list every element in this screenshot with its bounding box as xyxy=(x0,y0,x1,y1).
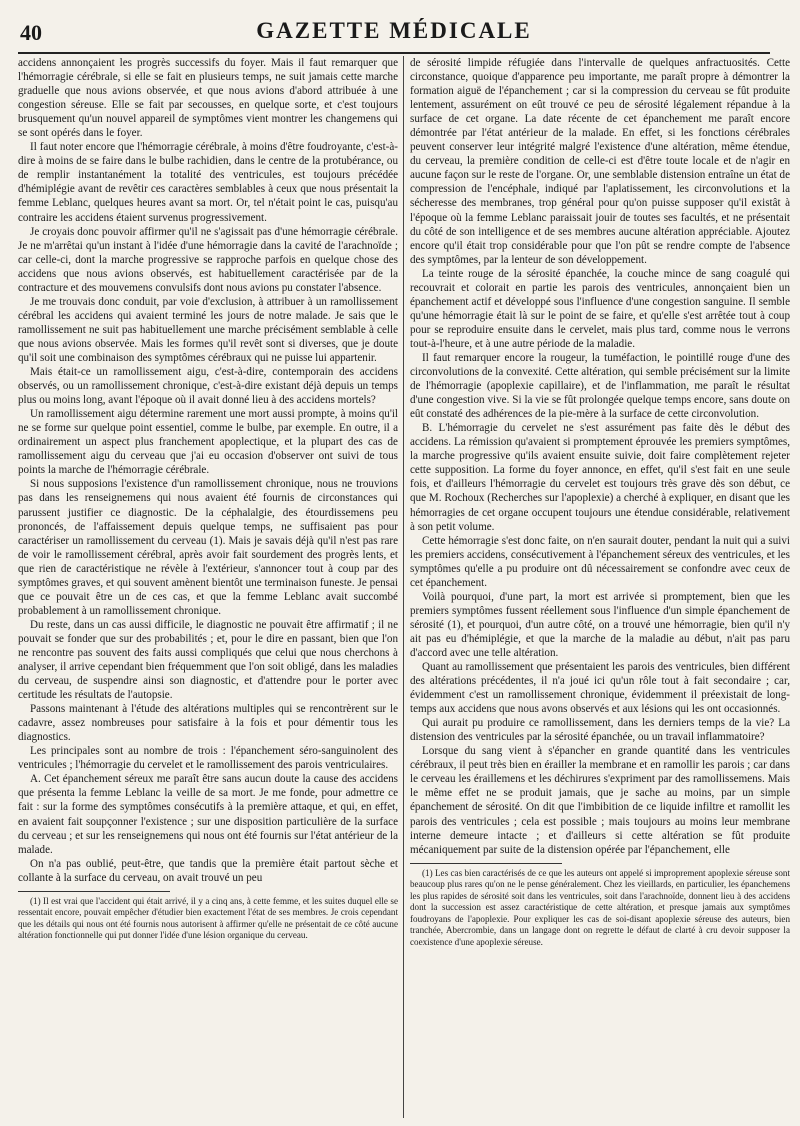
paragraph: de sérosité limpide réfugiée dans l'intervalle de quelques anfractuosités. Cette circonstance, quoique d'apparence peu importante, me paraît propre à démontrer la formation aiguë de l'épanchement ; car si la compression du cerveau se fût produite lentement, assurément on eût trouvé ce peu de sérosité légalement répandue à la surface de cet organe. La date récente de cet épanchement me paraît encore démontrée par l'état antérieur de la malade. En effet, si les fonctions cérébrales peuvent conserver leur intégrité malgré l'existence d'une altération, même étendue, du cerveau, la première condition de celle-ci est d'être toute locale et de n'agir en aucune façon sur le reste de l'organe. Or, une semblable distension entraîne un état de compression de l'encéphale, indiqué par l'aplatissement, les circonvolutions et la sécheresse des membranes, trop général pour qu'on puisse supposer qu'il existât à l'époque où la femme Leblanc paraissait jouir de toutes ses facultés, et ne présentait du côté de son intelligence et de ses membres aucune altération appréciable. Ajoutez encore qu'il était trop considérable pour que l'on pût se rendre compte de l'absence des symptômes, par la lenteur de son développement. xyxy=(410,57,790,266)
paragraph: Il faut remarquer encore la rougeur, la tuméfaction, le pointillé rouge d'une des circonvolutions de la convexité. Cette altération, qui semble précisément sur la limite de l'hémorragie (apoplexie capillaire), et de l'inflammation, me paraît le résultat d'une congestion vive. Si la vie se fût prolongée quelque temps encore, sans doute on eût constaté des adhérences de la pie-mère à la surface de cette circonvolution. xyxy=(410,351,790,421)
footnote-divider xyxy=(18,891,170,892)
paragraph: Mais était-ce un ramollissement aigu, c'est-à-dire, contemporain des accidens observés, ou un ramollissement chronique, c'est-à-dire existant déjà depuis un temps plus ou moins long, avant l'époque où il avait donné lieu à des accidens mortels? xyxy=(18,366,398,407)
paragraph: Je me trouvais donc conduit, par voie d'exclusion, à attribuer à un ramollissement cérébral les accidens qui avaient terminé les jours de notre malade. Je sais que le ramollissement ne suit pas habituellement une marche précisément semblable à celle que nous avions observée. Mais les formes qu'il revêt sont si diverses, que je doute qu'il soit une combinaison des symptômes cérébraux qui ne puisse lui appartenir. xyxy=(18,295,398,364)
paragraph: A. Cet épanchement séreux me paraît être sans aucun doute la cause des accidens que présenta la femme Leblanc la veille de sa mort. Je me fonde, pour admettre ce fait : sur la forme des symptômes consécutifs à la première attaque, et qui, en effet, en avaient fait soupçonner l'existence ; sur une disposition particulière de la surface du cerveau ; et sur les renseignemens qui nous ont été fournis sur l'état antérieur de la malade. xyxy=(18,773,398,856)
paragraph: Lorsque du sang vient à s'épancher en grande quantité dans les ventricules cérébraux, il peut très bien en érailler la membrane et en ramollir les parois ; car dans le cerveau les éraillemens et les déchirures s'expriment par des ramollissemens. Mais le même effet ne se produit jamais, que je sache au moins, par un simple épanchement de sérosité. On dit que l'imbibition de ce liquide infiltre et ramollit les parois des ventricules ; cela est possible ; mais toujours au moins leur membrane interne demeure intacte ; et d'ailleurs si cette altération se fût produite mécaniquement par suite de la distension opérée par l'épanchement, elle xyxy=(410,745,790,856)
page-header xyxy=(18,12,770,54)
footnote: (1) Les cas bien caractérisés de ce que les auteurs ont appelé si improprement apoplexie séreuse sont beaucoup plus rares qu'on ne le pense généralement. Chez les vieillards, en particulier, les épanchemens les plus rapides de sérosité soit dans les ventricules, soit dans l'arachnoïde, donnent lieu à des accidens dont la succession est assez caractéristique de cette altération, et presque jamais aux symptômes foudroyans de l'apoplexie. Pour expliquer les cas de soi-disant apoplexie séreuse des auteurs, bien tranchée, Abercrombie, dans un langage dont on regrette le défaut de clarté à cru devoir supposer la coexistence d'une apoplexie séreuse. xyxy=(410,867,790,947)
column-rule xyxy=(403,56,404,1118)
paragraph: Qui aurait pu produire ce ramollissement, dans les derniers temps de la vie? La distension des ventricules par la sérosité épanchée, ou un travail inflammatoire? xyxy=(410,717,790,744)
paragraph: Un ramollissement aigu détermine rarement une mort aussi prompte, à moins qu'il ne se forme sur quelque point essentiel, comme le bulbe, par exemple. En outre, il a ordinairement un aspect plus franchement apoplectique, et la plupart des cas de ramollissement aigu du cerveau que j'ai eu occasion d'observer ont suivi de tous points la marche de l'hémorragie cérébrale. xyxy=(18,408,398,477)
article-columns xyxy=(18,56,790,1118)
page-number: 40 xyxy=(20,20,42,45)
footnote-divider xyxy=(410,863,562,864)
paragraph: Quant au ramollissement que présentaient les parois des ventricules, bien différent des altérations précédentes, il n'a joué ici qu'un rôle tout à fait secondaire ; car, évidemment c'est un ramollissement chronique, évidemment il préexistait de long-temps aux accidens que nous avons observés et aux lésions qui les ont occasionnés. xyxy=(410,661,790,716)
left-column xyxy=(18,56,398,1118)
paragraph: Je croyais donc pouvoir affirmer qu'il ne s'agissait pas d'une hémorragie cérébrale. Je ne m'arrêtai qu'un instant à l'idée d'une hémorragie dans la cavité de l'arachnoïde ; car celle-ci, dont la marche progressive se rapproche parfois en quelque chose des accidens que nous avions observés, est habituellement caractérisée par de la contracture et des mouvemens convulsifs dont nous avions pu constater l'absence. xyxy=(18,225,398,294)
paragraph: La teinte rouge de la sérosité épanchée, la couche mince de sang coagulé qui recouvrait et colorait en partie les parois des ventricules, annonçaient bien un épanchement actif et développé sous l'influence d'une congestion sanguine. Il semble qu'une hémorragie était là sur le point de se faire, et qu'elle s'est arrêtée tout à coup pour se reproduire ensuite dans le cervelet, mais plus tard, comme nous le verrons tout-à-l'heure, et à une autre période de la maladie. xyxy=(410,267,790,350)
paragraph: Les principales sont au nombre de trois : l'épanchement séro-sanguinolent des ventricules ; l'hémorragie du cervelet et le ramollissement des parois ventriculaires. xyxy=(18,745,398,772)
paragraph: accidens annonçaient les progrès successifs du foyer. Mais il faut remarquer que l'hémorragie cérébrale, si elle se fait en plusieurs temps, ne suit jamais cette marche graduelle que nous avions observée, et que nous avions d'abord attribuée à une congestion séreuse. Elle se fait par secousses, en quelque sorte, et c'est toujours brusquement qu'un nouvel appareil de symptômes vient montrer les changemens qui se sont opérés dans le foyer. xyxy=(18,57,398,140)
right-column xyxy=(410,56,790,1118)
paragraph: Du reste, dans un cas aussi difficile, le diagnostic ne pouvait être affirmatif ; il ne pouvait se fonder que sur des probabilités ; et, pour le dire en passant, bien que l'on ne rencontre pas souvent des faits aussi compliqués que celui que nous cherchons à analyser, il arrive cependant bien fréquemment que l'on soit obligé, dans les maladies du cerveau, de suspendre ainsi son diagnostic, et d'attendre pour le porter avec certitude les résultats de l'autopsie. xyxy=(18,618,398,702)
paragraph: Si nous supposions l'existence d'un ramollissement chronique, nous ne trouvions pas dans les renseignemens qui nous avaient été fournis de circonstances qui parussent justifier ce diagnostic. De la céphalalgie, des étourdissemens peu prononcés, de l'affaissement depuis quelque temps, ne suffisaient pas pour caractériser un ramollissement du cerveau (1). Mais je savais déjà qu'il n'est pas rare de voir le ramollissement cérébral, après avoir fait sourdement des progrès lents, et que rien de caractéristique ne révèle à l'extérieur, s'annoncer tout à coup par des symptômes graves, et qui souvent amènent bientôt une terminaison funeste. Je pensai que ce pouvait être un de ces cas, et que la femme Leblanc avait succombé probablement à un ramollissement chronique. xyxy=(18,478,398,617)
paragraph: Voilà pourquoi, d'une part, la mort est arrivée si promptement, bien que les premiers symptômes fussent réellement sous l'influence d'un simple épanchement de sérosité (1), et pourquoi, d'un autre côté, on a trouvé une hémorragie, bien qu'il n'y ait pas eu d'hémiplégie, et que la marche de la maladie au début, n'ait pas paru d'accord avec une telle altération. xyxy=(410,590,790,659)
paragraph: Cette hémorragie s'est donc faite, on n'en saurait douter, pendant la nuit qui a suivi les premiers accidens, consécutivement à l'épanchement séreux des ventricules, et les symptômes qu'elle a pu produire ont dû nécessairement se confondre avec ceux de cet épanchement. xyxy=(410,534,790,589)
paragraph: B. L'hémorragie du cervelet ne s'est assurément pas faite dès le début des accidens. La rémission qu'avaient si promptement éprouvée les premiers symptômes, la marche progressive qu'ils avaient ensuite suivie, doit faire complètement rejeter cette supposition. La forme du foyer annonce, en effet, qu'il s'est fait en une seule fois, et d'ailleurs l'hémorragie du cervelet est toujours très grave dès son début, ce que M. Rochoux (Recherches sur l'apoplexie) a cherché à expliquer, en disant que les hémorragies de cet organe occupent toujours une étendue considérable, relativement à son petit volume. xyxy=(410,422,790,533)
paragraph: Passons maintenant à l'étude des altérations multiples qui se rencontrèrent sur le cadavre, assez nombreuses pour satisfaire à la fois et pour démentir tous les diagnostics. xyxy=(18,703,398,744)
footnote: (1) Il est vrai que l'accident qui était arrivé, il y a cinq ans, à cette femme, et les suites duquel elle se ressentait encore, pouvait empêcher d'étudier bien exactement l'état de ses membres. Je crois cependant que les détails qui nous ont été fournis nous autorisent à affirmer qu'elle ne présentait de ce côté aucune altération fonctionnelle qui put donner l'idée d'une lésion organique du cerveau. xyxy=(18,895,398,941)
paragraph: Il faut noter encore que l'hémorragie cérébrale, à moins d'être foudroyante, c'est-à-dire à moins de se faire dans le bulbe rachidien, dans le centre de la protubérance, ou de remplir instantanément la totalité des ventricules, est toujours précédée d'hémiplégie avant de revêtir ces caractères semblables à ceux que nous présentait la femme Leblanc, quelques heures avant sa mort. Or, tel n'était point le cas, puisqu'au contraire les accidens étaient survenus progressivement. xyxy=(18,141,398,224)
journal-title: GAZETTE MÉDICALE xyxy=(256,18,532,43)
paragraph: On n'a pas oublié, peut-être, que tandis que la première était partout sèche et collante à la surface du cerveau, on avait trouvé un peu xyxy=(18,857,398,884)
